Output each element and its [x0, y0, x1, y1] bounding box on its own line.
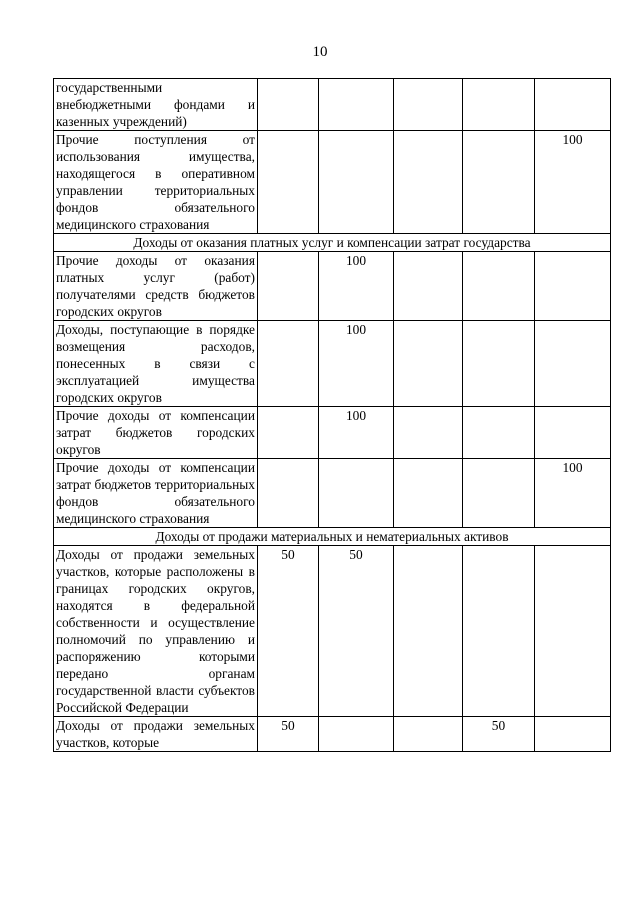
percentage-cell: 100: [319, 321, 394, 407]
percentage-cell: [463, 407, 535, 459]
percentage-cell: 100: [535, 131, 611, 234]
percentage-cell: [319, 459, 394, 528]
percentage-cell: [258, 79, 319, 131]
section-header-row: [54, 234, 611, 252]
section-header-row: [54, 528, 611, 546]
percentage-cell: [258, 459, 319, 528]
percentage-cell: 50: [258, 546, 319, 717]
percentage-cell: [535, 717, 611, 752]
table-row: [54, 546, 611, 717]
percentage-cell: [394, 321, 463, 407]
percentage-cell: [535, 252, 611, 321]
revenue-item-name: Прочие доходы от оказания платных услуг (работ) получателями средств бюджетов городских округов: [54, 252, 258, 321]
percentage-cell: [319, 131, 394, 234]
table-row: [54, 459, 611, 528]
page-number: 10: [312, 44, 328, 60]
percentage-cell: 50: [258, 717, 319, 752]
revenue-item-name: Прочие доходы от компенсации затрат бюджетов территориальных фондов обязательного медицинского страхования: [54, 459, 258, 528]
table-row: [54, 79, 611, 131]
table-row: [54, 321, 611, 407]
percentage-cell: 100: [535, 459, 611, 528]
percentage-cell: [258, 321, 319, 407]
percentage-cell: 50: [463, 717, 535, 752]
percentage-cell: [535, 407, 611, 459]
percentage-cell: [319, 717, 394, 752]
percentage-cell: [394, 252, 463, 321]
percentage-cell: [258, 131, 319, 234]
percentage-cell: [394, 546, 463, 717]
percentage-cell: [535, 321, 611, 407]
percentage-cell: [463, 79, 535, 131]
revenue-item-name: государственными внебюджетными фондами и казенных учреждений): [54, 79, 258, 131]
table-row: [54, 407, 611, 459]
revenue-item-name: Доходы от продажи земельных участков, которые: [54, 717, 258, 752]
table-row: [54, 717, 611, 752]
revenue-distribution-table: [53, 78, 611, 752]
percentage-cell: [394, 459, 463, 528]
revenue-item-name: Прочие доходы от компенсации затрат бюджетов городских округов: [54, 407, 258, 459]
percentage-cell: [258, 252, 319, 321]
percentage-cell: [394, 717, 463, 752]
percentage-cell: [463, 252, 535, 321]
percentage-cell: [258, 407, 319, 459]
percentage-cell: [463, 321, 535, 407]
percentage-cell: 50: [319, 546, 394, 717]
revenue-item-name: Доходы, поступающие в порядке возмещения расходов, понесенных в связи с эксплуатацией имущества городских округов: [54, 321, 258, 407]
percentage-cell: [535, 79, 611, 131]
section-title: Доходы от оказания платных услуг и компенсации затрат государства: [54, 234, 611, 252]
table-row: [54, 252, 611, 321]
percentage-cell: [394, 131, 463, 234]
section-title: Доходы от продажи материальных и нематериальных активов: [54, 528, 611, 546]
table-row: [54, 131, 611, 234]
percentage-cell: [394, 79, 463, 131]
percentage-cell: [463, 459, 535, 528]
revenue-item-name: Доходы от продажи земельных участков, которые расположены в границах городских округов, находятся в федеральной собственности и осуществление полномочий по управлению и распоряжению которыми передано органам государственной власти субъектов Российской Федерации: [54, 546, 258, 717]
percentage-cell: [463, 546, 535, 717]
percentage-cell: 100: [319, 252, 394, 321]
percentage-cell: [535, 546, 611, 717]
revenue-item-name: Прочие поступления от использования имущества, находящегося в оперативном управлении территориальных фондов обязательного медицинского страхования: [54, 131, 258, 234]
percentage-cell: [394, 407, 463, 459]
percentage-cell: [319, 79, 394, 131]
percentage-cell: 100: [319, 407, 394, 459]
percentage-cell: [463, 131, 535, 234]
